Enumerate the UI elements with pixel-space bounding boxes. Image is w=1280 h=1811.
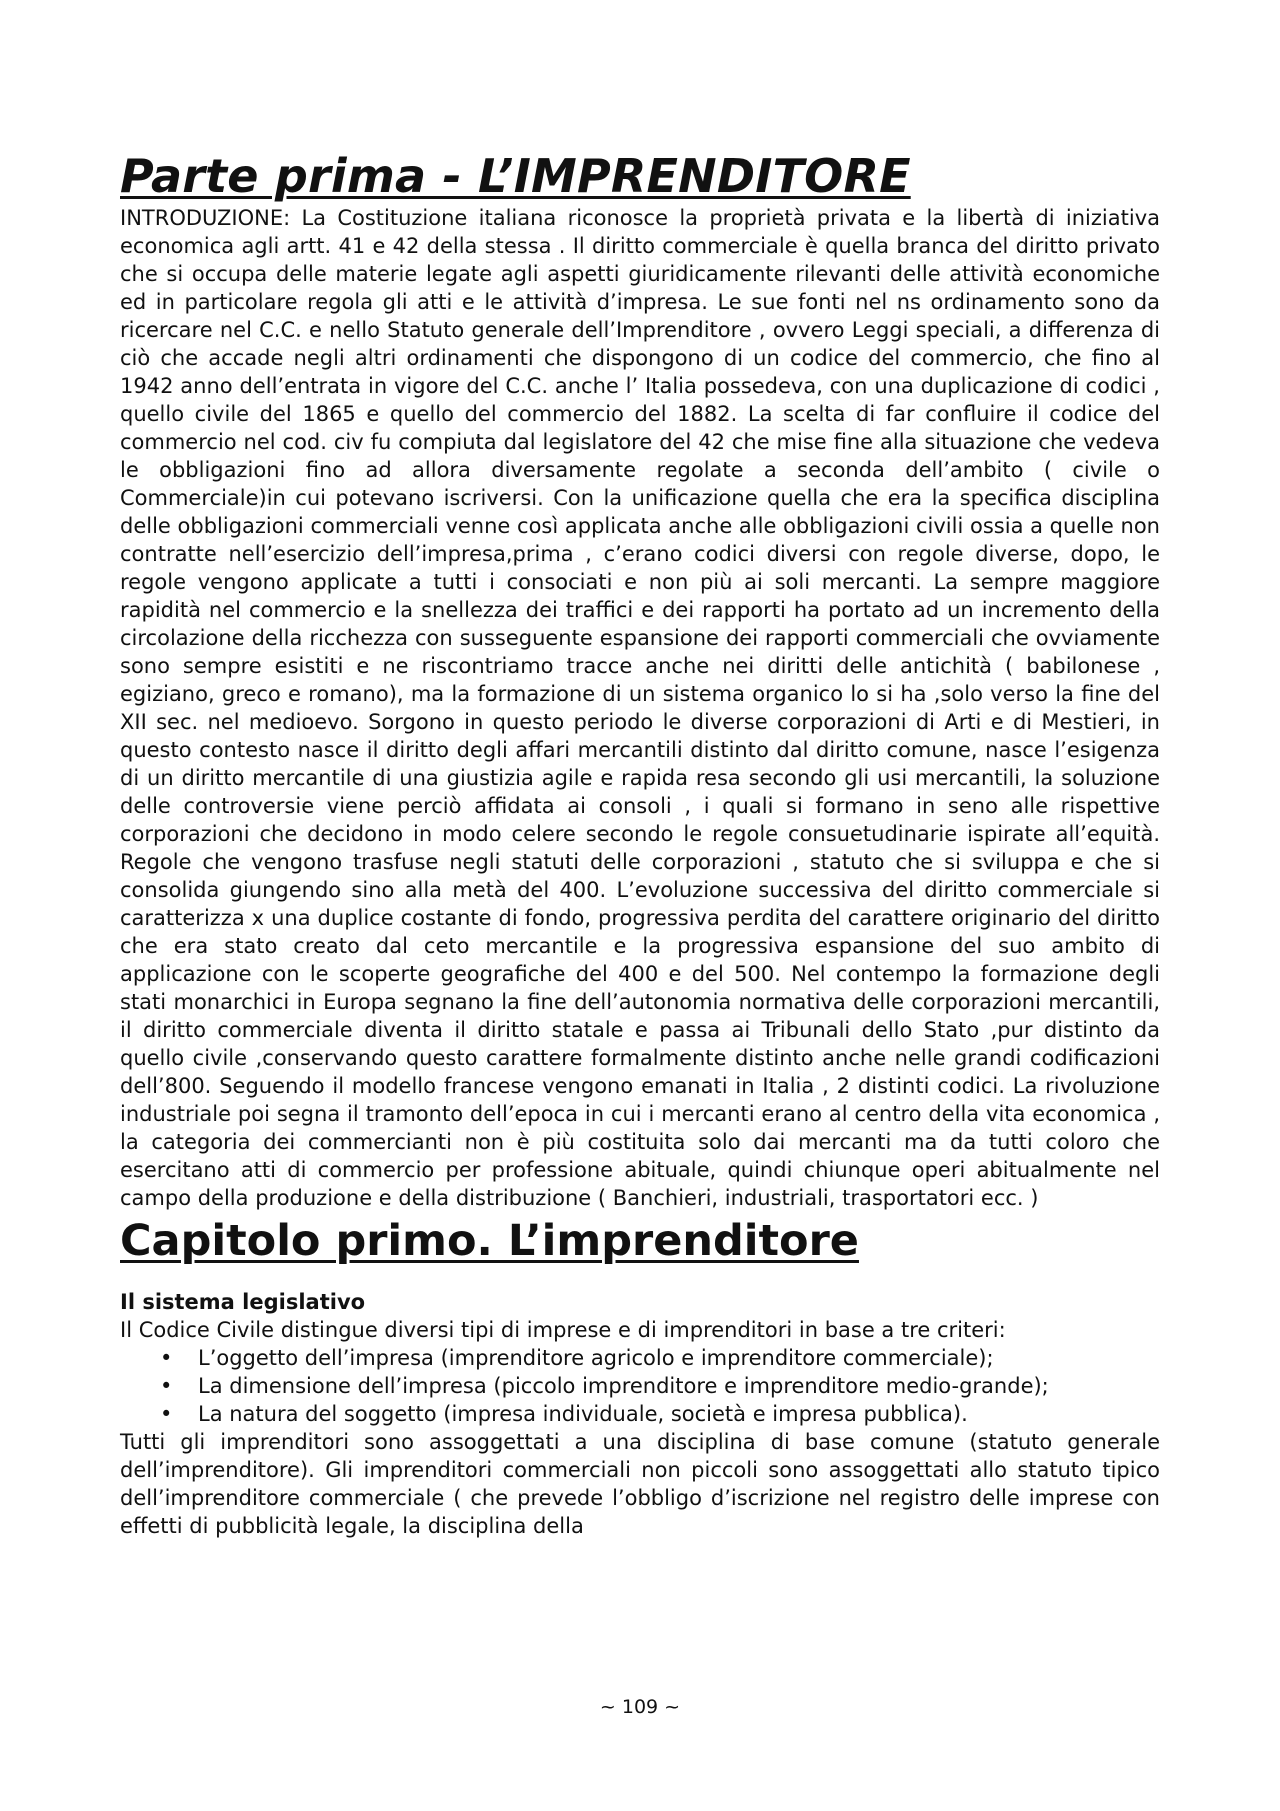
intro-paragraph: INTRODUZIONE: La Costituzione italiana riconosce la proprietà privata e la libertà di iniziativa economica agli artt. 41 e 42 della stessa . Il diritto commerciale è quella branca del diritto privato che si occupa delle materie legate agli aspetti giuridicamente rilevanti delle attività economiche ed in particolare regola gli atti e le attività d’impresa. Le sue fonti nel ns ordinamento sono da ricercare nel C.C. e nello Statuto generale dell’Imprenditore , ovvero Leggi speciali, a differenza di ciò che accade negli altri ordinamenti che dispongono di un codice del commercio, che fino al 1942 anno dell’entrata in vigore del C.C. anche l’ Italia possedeva, con una duplicazione di codici , quello civile del 1865 e quello del commercio del 1882. La scelta di far confluire il codice del commercio nel cod. civ fu compiuta dal legislatore del 42 che mise fine alla situazione che vedeva le obbligazioni fino ad allora diversamente regolate a seconda dell’ambito ( civile o Commerciale)in cui potevano iscriversi. Con la unificazione quella che era la specifica disciplina delle obbligazioni commerciali venne così applicata anche alle obbligazioni civili ossia a quelle non contratte nell’esercizio dell’impresa,prima , c’erano codici diversi con regole diverse, dopo, le regole vengono applicate a tutti i consociati e non più ai soli mercanti. La sempre maggiore rapidità nel commercio e la snellezza dei traffici e dei rapporti ha portato ad un incremento della circolazione della ricchezza con susseguente espansione dei rapporti commerciali che ovviamente sono sempre esistiti e ne riscontriamo tracce anche nei diritti delle antichità ( babilonese , egiziano, greco e romano), ma la formazione di un sistema organico lo si ha ,solo verso la fine del XII sec. nel medioevo. Sorgono in questo periodo le diverse corporazioni di Arti e di Mestieri, in questo contesto nasce il diritto degli affari mercantili distinto dal diritto comune, nasce l’esigenza di un diritto mercantile di una giustizia agile e rapida resa secondo gli usi mercantili, la soluzione delle controversie viene perciò affidata ai consoli , i quali si formano in seno alle rispettive corporazioni che decidono in modo celere secondo le regole consuetudinarie ispirate all’equità. Regole che vengono trasfuse negli statuti delle corporazioni , statuto che si sviluppa e che si consolida giungendo sino alla metà del 400. L’evoluzione successiva del diritto commerciale si caratterizza x una duplice costante di fondo, progressiva perdita del carattere originario del diritto che era stato creato dal ceto mercantile e la progressiva espansione del suo ambito di applicazione con le scoperte geografiche del 400 e del 500. Nel contempo la formazione degli stati monarchici in Europa segnano la fine dell’autonomia normativa delle corporazioni mercantili, il diritto commerciale diventa il diritto statale e passa ai Tribunali dello Stato ,pur distinto da quello civile ,conservando questo carattere formalmente distinto anche nelle grandi codificazioni dell’800. Seguendo il modello francese vengono emanati in Italia , 2 distinti codici. La rivoluzione industriale poi segna il tramonto dell’epoca in cui i mercanti erano al centro della vita economica , la categoria dei commercianti non è più costituita solo dai mercanti ma da tutti coloro che esercitano atti di commercio per professione abituale, quindi chiunque operi abitualmente nel campo della produzione e della distribuzione ( Banchieri, industriali, trasportatori ecc. )	[120, 206, 1160, 1210]
section-legislative-system	[120, 1288, 1160, 1540]
chapter-title: Capitolo primo. L’imprenditore	[120, 1216, 859, 1266]
list-item-text: La dimensione dell’impresa (piccolo imprenditore e imprenditore medio-grande);	[198, 1374, 1049, 1398]
section-lead: Il Codice Civile distingue diversi tipi di imprese e di imprenditori in base a tre criteri:	[120, 1318, 1006, 1342]
bullet-icon: •	[160, 1346, 173, 1370]
part-title: Parte prima - L’IMPRENDITORE	[120, 149, 911, 203]
document-page	[120, 148, 1160, 1540]
list-item	[120, 1400, 1160, 1428]
list-item	[120, 1344, 1160, 1372]
list-item-text: La natura del soggetto (impresa individuale, società e impresa pubblica).	[198, 1402, 968, 1426]
list-item-text: L’oggetto dell’impresa (imprenditore agricolo e imprenditore commerciale);	[198, 1346, 994, 1370]
list-item	[120, 1372, 1160, 1400]
page-number: ~ 109 ~	[599, 1696, 681, 1718]
criteria-list	[120, 1344, 1160, 1428]
bullet-icon: •	[160, 1402, 173, 1426]
body-paragraph: Tutti gli imprenditori sono assoggettati a una disciplina di base comune (statuto generale dell’imprenditore). Gli imprenditori commerciali non piccoli sono assoggettati allo statuto tipico dell’imprenditore commerciale ( che prevede l’obbligo d’iscrizione nel registro delle imprese con effetti di pubblicità legale, la disciplina della	[120, 1430, 1160, 1538]
section-heading: Il sistema legislativo	[120, 1290, 366, 1314]
bullet-icon: •	[160, 1374, 173, 1398]
